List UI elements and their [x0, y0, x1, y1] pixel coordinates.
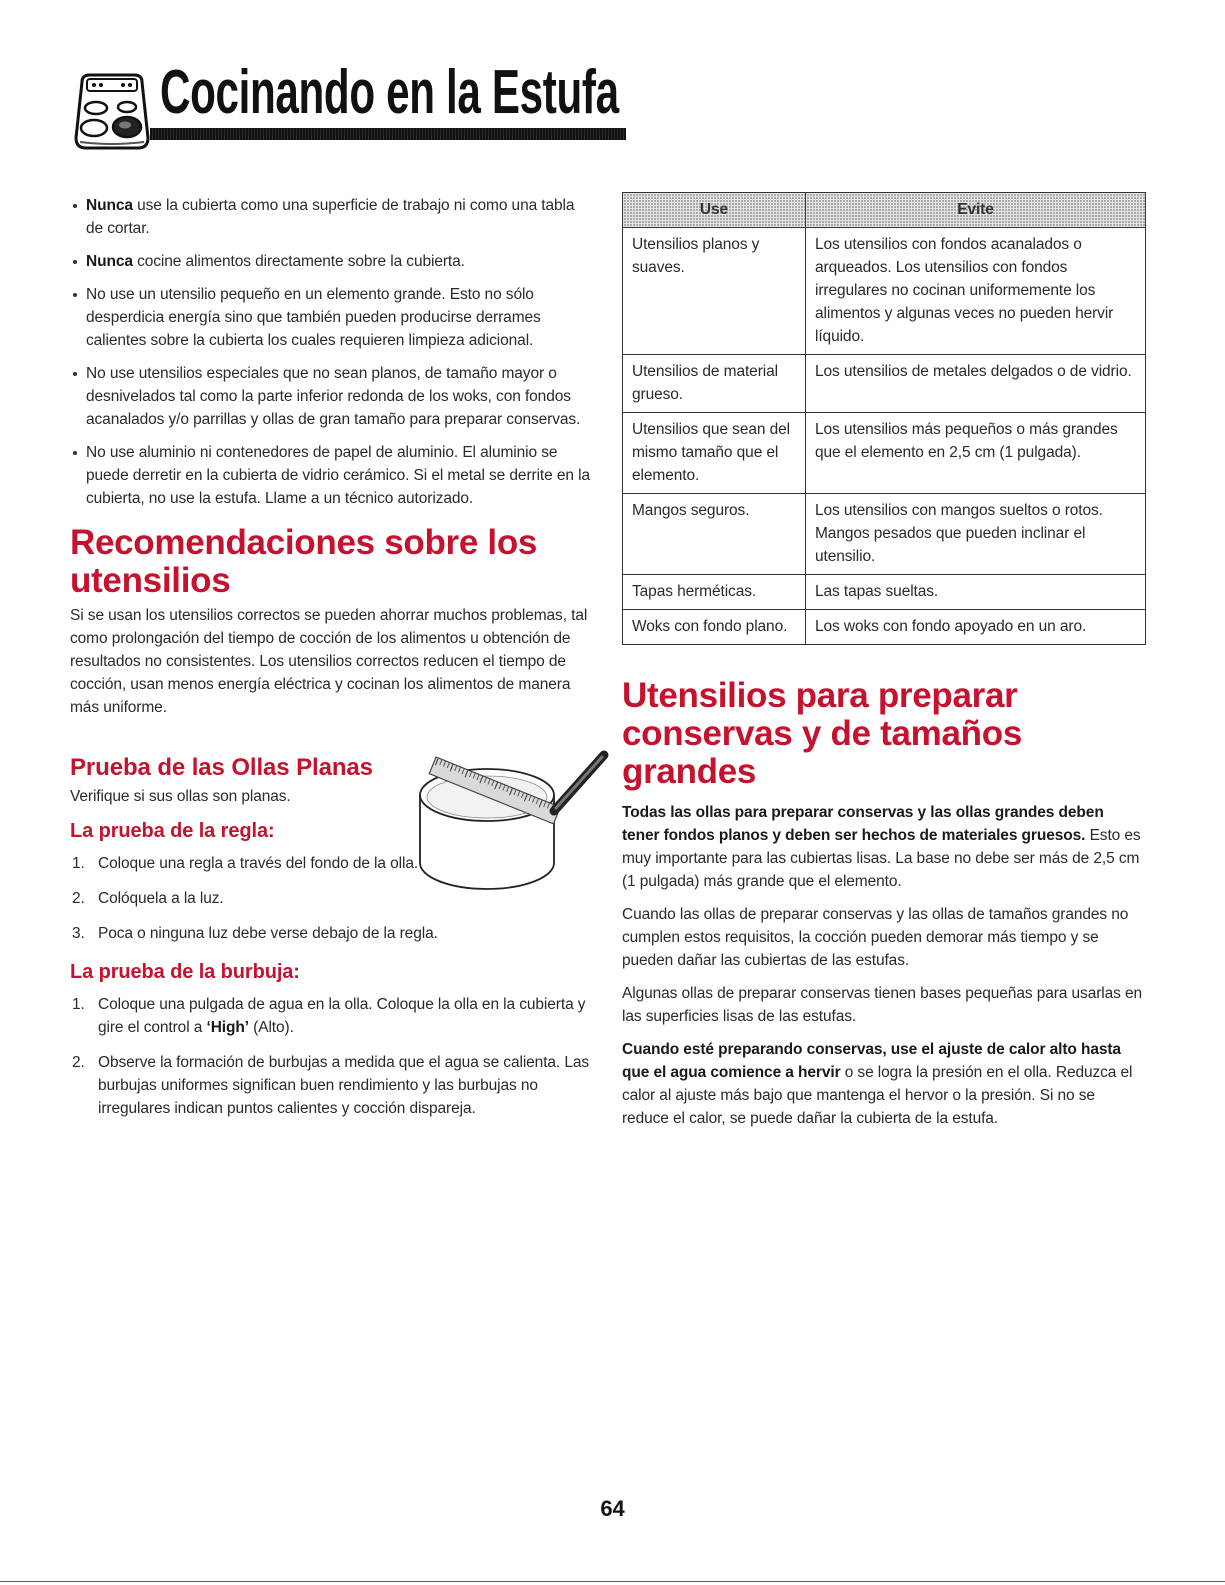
step-text: Poca o ninguna luz debe verse debajo de la regla.	[98, 925, 438, 942]
precaution-item	[70, 283, 592, 352]
stove-icon	[72, 70, 152, 152]
avoid-cell: Las tapas sueltas.	[806, 575, 1146, 610]
page-title-wrap	[160, 58, 835, 130]
cookware-table	[622, 192, 1146, 645]
bullet-dot	[73, 260, 77, 264]
step-number: 2.	[72, 890, 85, 907]
canning-paragraph	[622, 1038, 1145, 1130]
item-text: cocine alimentos directamente sobre la cubierta.	[132, 253, 465, 270]
flat-pan-test-intro: Verifique si sus ollas son planas.	[70, 788, 291, 805]
precaution-list	[70, 194, 592, 510]
table-row	[623, 610, 1146, 645]
setting-label: ‘High’	[206, 1019, 249, 1036]
recommendations-heading: Recomendaciones sobre los utensilios	[70, 523, 538, 600]
step-number: 1.	[72, 996, 85, 1013]
step-text: Observe la formación de burbujas a medida que el agua se calienta. Las burbujas uniformes significan buen rendimiento y las burbujas no irregulares indican puntos calientes y cocción dispareja.	[98, 1054, 590, 1117]
step-text: Coloque una regla a través del fondo de la olla.	[98, 855, 419, 872]
table-row	[623, 575, 1146, 610]
table-row	[623, 228, 1146, 355]
step-number: 1.	[72, 855, 85, 872]
canning-paragraph: Cuando las ollas de preparar conservas y las ollas de tamaños grandes no cumplen estos requisitos, la cocción pueden demorar más tiempo y se pueden dañar las cubiertas de las estufas.	[622, 906, 1129, 969]
item-text: use la cubierta como una superficie de trabajo ni como una tabla de cortar.	[86, 197, 575, 237]
bubble-test-steps	[70, 993, 592, 1120]
bullet-dot	[73, 451, 77, 455]
use-cell: Utensilios que sean del mismo tamaño que el elemento.	[623, 413, 806, 494]
step-number: 3.	[72, 925, 85, 942]
canning-paragraph	[622, 801, 1145, 893]
item-text: No use aluminio ni contenedores de papel de aluminio. El aluminio se puede derretir en la cubierta de vidrio cerámico. Si el metal se derrite en la cubierta, no use la estufa. Llame a un técnico autorizado.	[86, 444, 590, 507]
avoid-cell: Los utensilios más pequeños o más grandes que el elemento en 2,5 cm (1 pulgada).	[806, 413, 1146, 494]
emphasis-text: Todas las ollas para preparar conservas y las ollas grandes deben tener fondos planos y deben ser hechos de materiales gruesos.	[622, 804, 1104, 844]
bubble-test-step	[70, 1051, 592, 1120]
bullet-dot	[73, 293, 77, 297]
bullet-dot	[73, 372, 77, 376]
pot-ruler-illustration	[412, 745, 612, 905]
precaution-item	[70, 250, 592, 273]
ruler-test-heading: La prueba de la regla:	[70, 820, 275, 842]
emphasis-text: Nunca	[86, 197, 133, 214]
recommendations-body: Si se usan los utensilios correctos se pueden ahorrar muchos problemas, tal como prolongación del tiempo de cocción de los alimentos u obtención de resultados no consistentes. Los utensilios correctos reducen el tiempo de cocción, usan menos energía eléctrica y cocinan los alimentos de manera más uniforme.	[70, 607, 588, 716]
use-cell: Utensilios de material grueso.	[623, 355, 806, 413]
paragraph-text: Esto es muy importante para las cubiertas lisas. La base no debe ser más de 2,5 cm (1 pulgada) más grande que el elemento.	[622, 827, 1141, 890]
emphasis-text: Cuando esté preparando conservas, use el ajuste de calor alto hasta que el agua comience a hervir	[622, 1041, 1121, 1081]
title-underline-bar	[150, 128, 626, 140]
precaution-item	[70, 194, 592, 240]
flat-pan-test-heading: Prueba de las Ollas Planas	[70, 754, 373, 781]
right-column	[622, 192, 1145, 1140]
paragraph-text: o se logra la presión en el olla. Reduzca el calor al ajuste más bajo que mantenga el hervor o la presión. Si no se reduce el calor, se puede dañar la cubierta de la estufa.	[622, 1064, 1133, 1127]
use-cell: Mangos seguros.	[623, 494, 806, 575]
bubble-test-step	[70, 993, 592, 1039]
use-cell: Utensilios planos y suaves.	[623, 228, 806, 355]
avoid-cell: Los woks con fondo apoyado en un aro.	[806, 610, 1146, 645]
canning-heading: Utensilios para preparar conservas y de tamaños grandes	[622, 676, 1022, 791]
step-text-after: (Alto).	[248, 1019, 294, 1036]
avoid-cell: Los utensilios con mangos sueltos o rotos. Mangos pesados que pueden inclinar el utensilio.	[806, 494, 1146, 575]
table-header-row	[623, 193, 1146, 228]
use-cell: Woks con fondo plano.	[623, 610, 806, 645]
step-text: Coloque una pulgada de agua en la olla. Coloque la olla en la cubierta y gire el control a	[98, 996, 586, 1036]
step-body	[98, 993, 592, 1039]
bubble-test-heading: La prueba de la burbuja:	[70, 961, 300, 983]
precaution-item	[70, 441, 592, 510]
bullet-dot	[73, 204, 77, 208]
table-row	[623, 494, 1146, 575]
avoid-cell: Los utensilios con fondos acanalados o arqueados. Los utensilios con fondos irregulares no cocinan uniformemente los alimentos y algunas veces no pueden hervir líquido.	[806, 228, 1146, 355]
precaution-item	[70, 362, 592, 431]
column-header-use: Use	[623, 193, 806, 228]
step-number: 2.	[72, 1054, 85, 1071]
ruler-test-step	[70, 922, 592, 945]
page-number: 64	[600, 1496, 625, 1521]
item-text: No use un utensilio pequeño en un elemento grande. Esto no sólo desperdicia energía sino que también pueden producirse derrames calientes sobre la cubierta los cuales requieren limpieza adicional.	[86, 286, 541, 349]
page-bottom-rule	[0, 1581, 1225, 1582]
page-title: Cocinando en la Estufa	[160, 58, 619, 127]
avoid-cell: Los utensilios de metales delgados o de vidrio.	[806, 355, 1146, 413]
step-text: Colóquela a la luz.	[98, 890, 224, 907]
item-text: No use utensilios especiales que no sean planos, de tamaño mayor o desnivelados tal como la parte inferior redonda de los woks, con fondos acanalados y/o parrillas y ollas de gran tamaño para preparar conservas.	[86, 365, 581, 428]
left-column	[70, 194, 592, 1132]
table-row	[623, 355, 1146, 413]
use-cell: Tapas herméticas.	[623, 575, 806, 610]
table-row	[623, 413, 1146, 494]
emphasis-text: Nunca	[86, 253, 133, 270]
column-header-avoid: Evite	[806, 193, 1146, 228]
canning-paragraph: Algunas ollas de preparar conservas tienen bases pequeñas para usarlas en las superficies lisas de las estufas.	[622, 985, 1143, 1025]
